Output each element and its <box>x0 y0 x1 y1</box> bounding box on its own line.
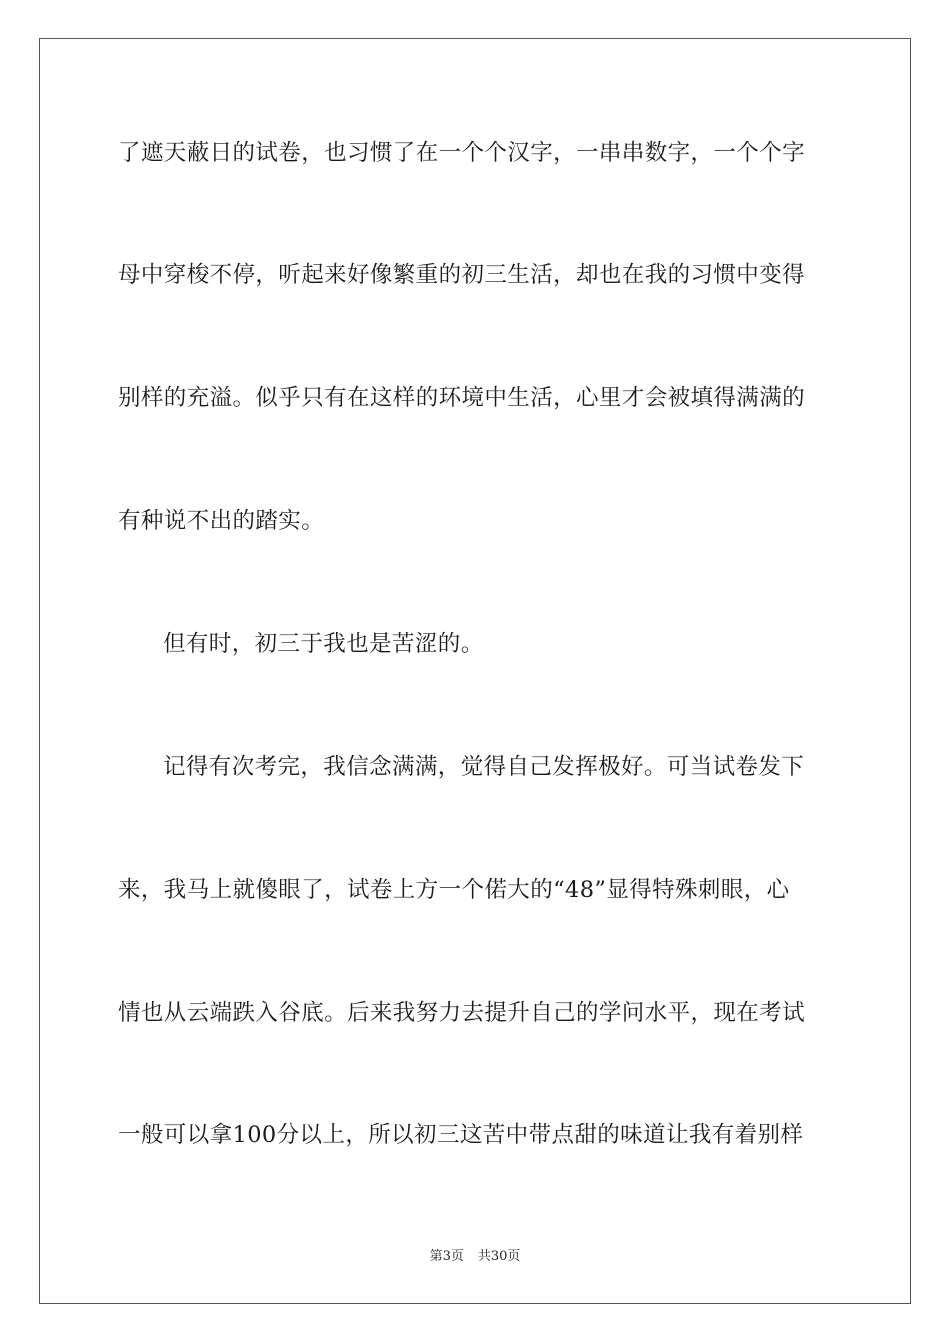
body-line: 来，我马上就傻眼了，试卷上方一个偌大的“48”显得特殊刺眼，心 <box>118 877 790 903</box>
page-footer <box>0 1248 950 1266</box>
paragraph-start-line: 但有时，初三于我也是苦涩的。 <box>163 631 484 657</box>
body-line: 有种说不出的踏实。 <box>118 508 325 534</box>
body-line: 了遮天蔽日的试卷，也习惯了在一个个汉字，一串串数字，一个个字 <box>118 140 806 166</box>
paragraph-start-line: 记得有次考完，我信念满满，觉得自己发挥极好。可当试卷发下 <box>163 754 805 780</box>
body-line: 别样的充溢。似乎只有在这样的环境中生活，心里才会被填得满满的 <box>118 385 806 411</box>
page-number: 第3页 <box>429 1249 464 1264</box>
body-line: 母中穿梭不停，听起来好像繁重的初三生活，却也在我的习惯中变得 <box>118 262 806 288</box>
page-total: 共30页 <box>477 1249 521 1264</box>
body-line: 一般可以拿100分以上，所以初三这苦中带点甜的味道让我有着别样 <box>118 1122 804 1148</box>
page-border <box>39 38 911 1304</box>
body-line: 情也从云端跌入谷底。后来我努力去提升自己的学问水平，现在考试 <box>118 1000 806 1026</box>
